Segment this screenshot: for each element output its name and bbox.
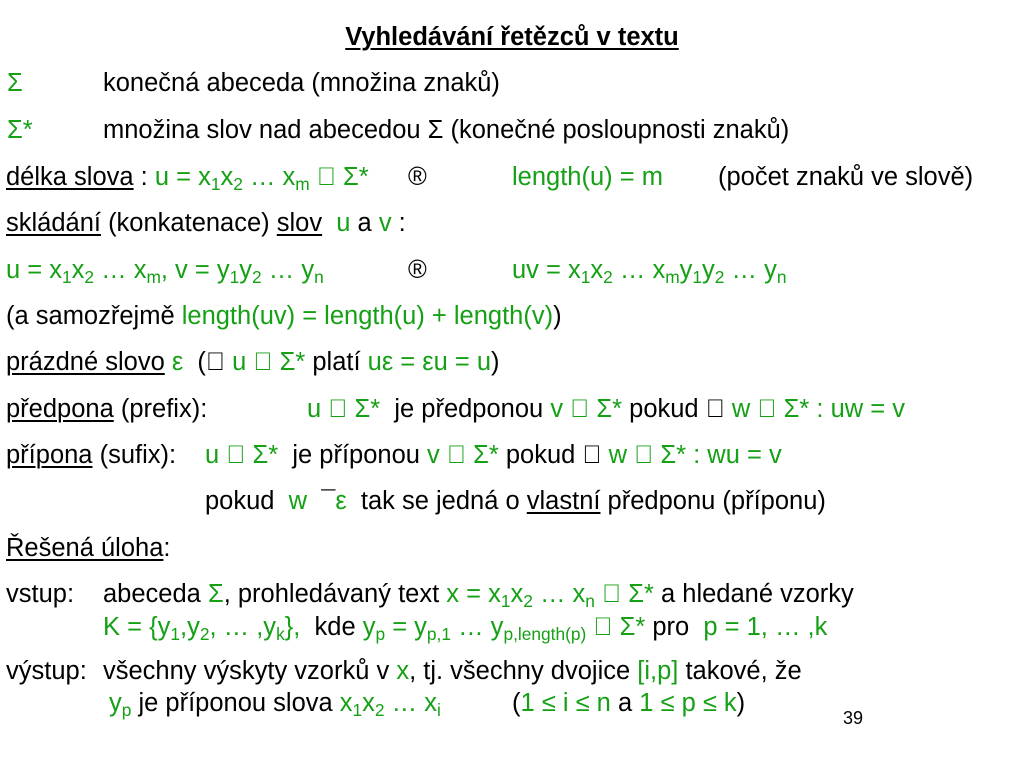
text-run: ) <box>466 348 476 376</box>
text-run: uε = εu = u <box>343 348 467 376</box>
subscript: m <box>295 174 310 195</box>
text-run: a hledané vzorky <box>641 580 842 608</box>
text-run: množina slov nad abecedou Σ (konečné posloupnosti znaků) <box>103 116 790 144</box>
text-run: předponu (příponu) <box>600 487 826 515</box>
output-label: výstup: <box>6 657 87 685</box>
subscript: n <box>314 267 324 288</box>
text-run: x = x <box>446 580 501 608</box>
word-length-result <box>512 162 663 192</box>
text-run: w Σ* : wu = v <box>565 441 734 469</box>
subscript: 2 <box>84 267 95 288</box>
text-run: x <box>71 256 85 284</box>
text-run: tak se jedná o <box>346 487 527 515</box>
task-heading <box>6 533 170 563</box>
text-run: pro <box>633 613 685 641</box>
text-run: a <box>610 689 640 717</box>
subscript: 1 <box>500 591 511 612</box>
text-run: }, <box>284 613 301 641</box>
text-run: x <box>590 256 604 284</box>
text-run: y <box>679 256 693 284</box>
subscript: 1 <box>170 624 180 645</box>
text-run: x <box>339 689 353 717</box>
text-run: … y <box>724 256 777 284</box>
text-run: u Σ* <box>205 441 267 469</box>
text-run: přípona <box>6 441 93 469</box>
row-concatenation <box>0 208 1024 238</box>
subscript: 2 <box>714 267 725 288</box>
text-run: w Σ* : uw = v <box>688 395 857 423</box>
output-index-range <box>512 688 745 718</box>
subscript: m <box>146 267 161 288</box>
text-run: (a samozřejmě <box>6 302 182 330</box>
row-suffix <box>0 440 1024 470</box>
text-run: ¯ <box>307 487 336 515</box>
word-length-note <box>718 162 973 192</box>
subscript: i <box>436 700 441 721</box>
subscript: p <box>121 700 132 721</box>
slide-title-text: Vyhledávání řetězců v textu <box>345 23 679 51</box>
text-run: Σ* <box>594 580 642 608</box>
input-description <box>103 579 854 612</box>
text-run: konečná abeceda (množina znaků) <box>103 69 500 97</box>
text-run: u = x <box>154 163 211 191</box>
subscript: p,length(p) <box>503 624 587 645</box>
word-length-definition <box>6 162 369 195</box>
text-run: délka slova <box>6 163 134 191</box>
concatenation-result <box>512 255 787 288</box>
text-run: Σ* <box>309 163 357 191</box>
text-run: v Σ* <box>538 395 598 423</box>
prefix-definition <box>307 394 905 424</box>
row-input-continuation <box>0 612 1024 645</box>
text-run: kde <box>300 613 363 641</box>
subscript: k <box>276 624 285 645</box>
text-run: Řešená úloha <box>6 534 164 562</box>
text-run: u Σ* <box>307 395 369 423</box>
concatenation-length-text <box>6 301 562 331</box>
empty-word-text <box>6 347 500 377</box>
text-run: [i,p] <box>637 657 679 685</box>
text-run: předpona <box>6 395 114 423</box>
text-run: všechny výskyty vzorků v <box>103 657 397 685</box>
text-run: … x <box>94 256 147 284</box>
row-empty-word <box>0 347 1024 377</box>
text-run: y <box>362 613 376 641</box>
implication-arrow: ® <box>408 256 427 284</box>
text-run: x <box>362 689 375 717</box>
text-run: 1 ≤ p ≤ k <box>639 689 737 717</box>
text-run: ) <box>736 689 746 717</box>
subscript: 1 <box>692 267 703 288</box>
text-run: platí <box>281 348 344 376</box>
text-run: p = 1, … ,k <box>684 613 816 641</box>
text-run: Σ* <box>586 613 634 641</box>
text-run: w <box>288 487 308 515</box>
text-run: Σ* <box>7 116 33 144</box>
output-suffix-condition <box>109 688 441 721</box>
text-run: x <box>510 580 524 608</box>
subscript: 2 <box>523 591 533 612</box>
text-run: (prefix): <box>113 395 208 423</box>
text-run: 1 ≤ i ≤ n <box>520 689 611 717</box>
input-label: vstup: <box>6 580 75 608</box>
text-run: : <box>133 163 155 191</box>
text-run: slov <box>276 209 323 237</box>
text-run: … y <box>451 613 504 641</box>
text-run: vlastní <box>526 487 601 515</box>
subscript: p,1 <box>426 624 452 645</box>
text-run: , v = y <box>160 256 230 284</box>
text-run: pokud <box>597 395 689 423</box>
text-run: ) <box>553 302 562 330</box>
text-run: Σ <box>7 69 23 97</box>
row-output <box>0 656 1024 686</box>
row-task-heading <box>0 533 1024 563</box>
subscript: 1 <box>580 267 591 288</box>
text-run: u <box>322 209 351 237</box>
text-run: , tj. všechny dvojice <box>409 657 638 685</box>
concatenation-text <box>6 208 406 238</box>
row-concatenation-length <box>0 301 1024 331</box>
alphabet-definition <box>103 68 500 98</box>
text-run: x <box>396 657 410 685</box>
text-run: , prohledávaný text <box>223 580 447 608</box>
text-run: pokud <box>205 487 289 515</box>
subscript: 1 <box>352 700 363 721</box>
text-run: : <box>163 534 171 562</box>
text-run: … y <box>261 256 315 284</box>
text-run: takové, že <box>678 657 802 685</box>
text-run: ,y <box>179 613 200 641</box>
proper-prefix-text <box>205 486 826 516</box>
row-words <box>0 115 1024 145</box>
text-run: length(u) = m <box>512 163 663 191</box>
subscript: 2 <box>374 700 385 721</box>
text-run: y <box>702 256 715 284</box>
text-run: K = {y <box>103 613 171 641</box>
text-run: x <box>220 163 234 191</box>
text-run: … x <box>532 580 586 608</box>
text-run: , … ,y <box>209 613 277 641</box>
text-run: … x <box>242 163 296 191</box>
text-run: ε <box>335 487 347 515</box>
output-description <box>103 656 802 686</box>
text-run: je příponou slova <box>131 689 340 717</box>
text-run: (konkatenace) <box>100 209 277 237</box>
prefix-term <box>6 394 207 424</box>
text-run: length(uv) = length(u) + length(v) <box>181 302 554 330</box>
page-number: 39 <box>843 708 864 728</box>
text-run: ε <box>164 348 184 376</box>
row-proper-prefix <box>0 486 1024 516</box>
text-run: v Σ* <box>414 441 475 469</box>
subscript: 1 <box>62 267 72 288</box>
text-run: … x <box>384 689 437 717</box>
words-symbol <box>7 115 33 145</box>
row-output-continuation <box>0 688 1024 721</box>
implication-arrow: ® <box>408 163 427 191</box>
subscript: n <box>585 591 595 612</box>
subscript: 2 <box>199 624 210 645</box>
text-run: y <box>239 256 253 284</box>
text-run: abeceda <box>103 580 208 608</box>
text-run: … x <box>612 256 666 284</box>
text-run: skládání <box>6 209 101 237</box>
concatenation-operands <box>6 255 324 288</box>
row-prefix <box>0 394 1024 424</box>
subscript: 2 <box>233 174 243 195</box>
suffix-term <box>6 440 176 470</box>
text-run: (počet znaků ve slově) <box>718 163 974 191</box>
text-run: u = x <box>6 256 62 284</box>
text-run: uv = x <box>512 256 581 284</box>
text-run: v <box>378 209 392 237</box>
text-run: (sufix): <box>92 441 177 469</box>
text-run: pokud <box>474 441 566 469</box>
subscript: 2 <box>603 267 613 288</box>
text-run: je příponou <box>266 441 415 469</box>
text-run: ( <box>183 348 213 376</box>
words-definition <box>103 115 789 145</box>
subscript: 2 <box>252 267 262 288</box>
subscript: m <box>665 267 680 288</box>
subscript: 1 <box>210 174 221 195</box>
text-run: : <box>391 209 406 237</box>
text-run: u Σ* <box>212 348 282 376</box>
slide-title <box>0 22 1024 52</box>
row-input <box>0 579 1024 612</box>
subscript: n <box>776 267 787 288</box>
text-run: a <box>350 209 379 237</box>
suffix-definition <box>205 440 782 470</box>
text-run: y <box>109 689 122 717</box>
text-run: ( <box>512 689 521 717</box>
text-run: prázdné slovo <box>6 348 165 376</box>
input-patterns <box>103 612 827 645</box>
text-run: Σ <box>207 580 224 608</box>
row-alphabet <box>0 68 1024 98</box>
text-run: je předponou <box>368 395 539 423</box>
text-run: = y <box>385 613 427 641</box>
row-word-length <box>0 162 1024 195</box>
alphabet-symbol <box>7 68 23 98</box>
subscript: 1 <box>229 267 240 288</box>
row-concatenation-example <box>0 255 1024 288</box>
subscript: p <box>375 624 386 645</box>
